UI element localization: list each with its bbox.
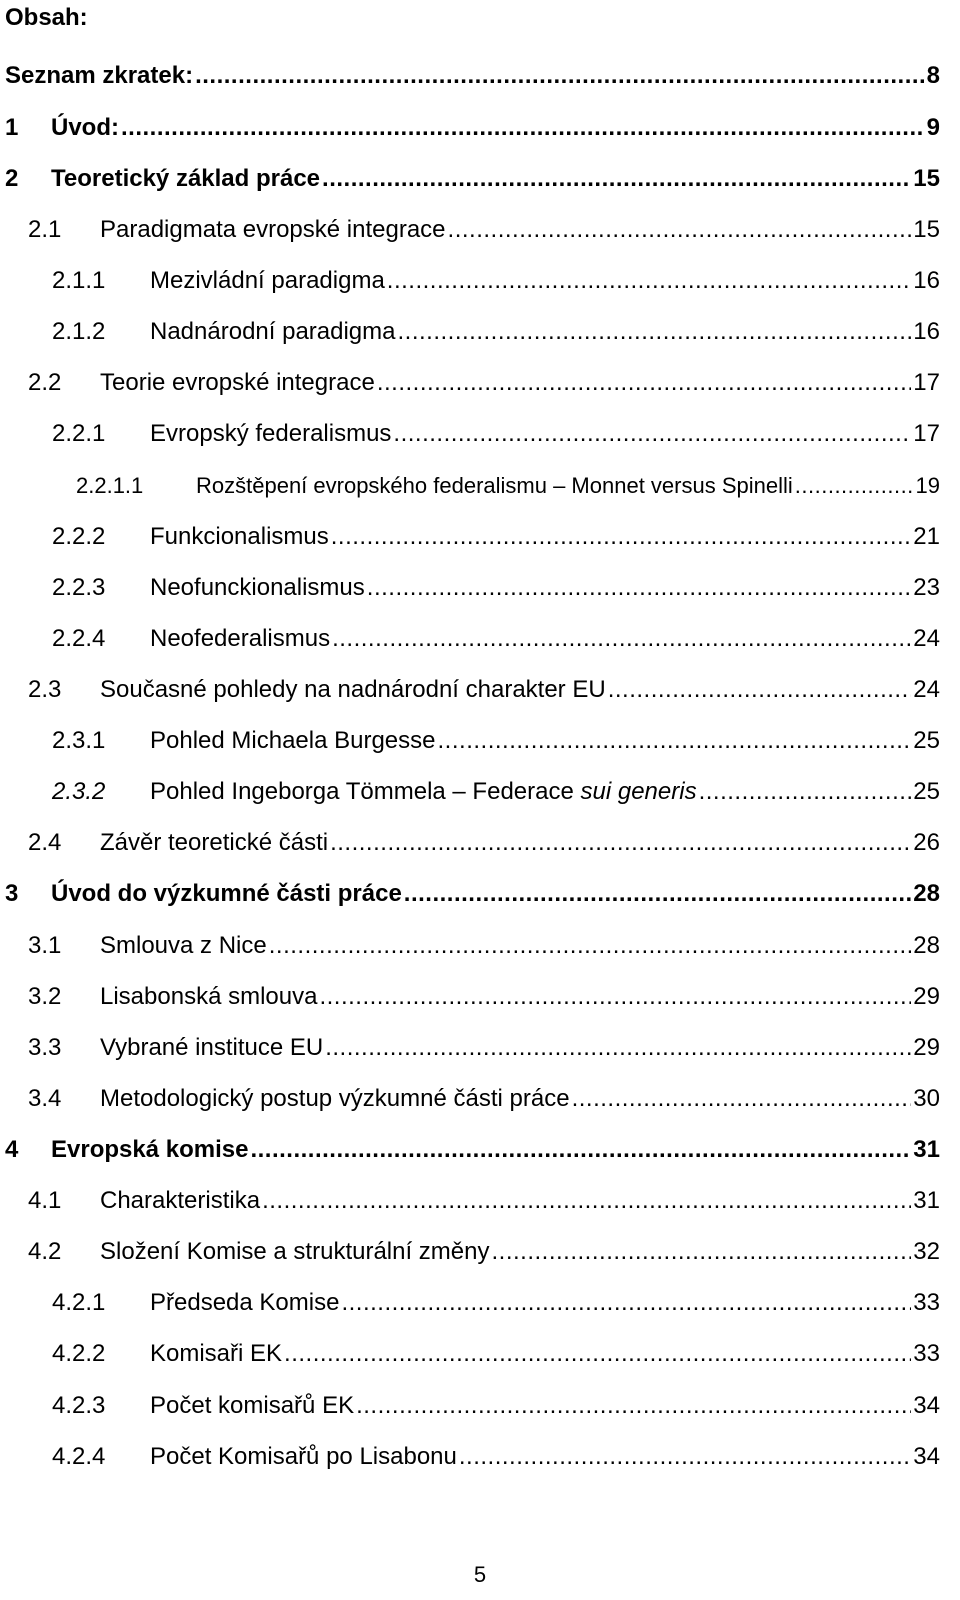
dot-leader	[387, 265, 912, 297]
dot-leader	[250, 1134, 911, 1166]
toc-entry-number: 2.3.2	[52, 778, 106, 805]
toc-entry-number: 2.2.2	[52, 523, 106, 550]
toc-entry-page: 31	[913, 1136, 940, 1163]
dot-leader	[356, 1390, 911, 1422]
toc-entry-title: Teorie evropské integrace	[100, 369, 375, 396]
toc-entry-page: 28	[913, 880, 940, 907]
dot-leader	[377, 367, 911, 399]
dot-leader	[438, 725, 912, 757]
dot-leader	[121, 112, 925, 144]
toc-entry-zaver[interactable]	[28, 827, 940, 859]
dot-leader	[404, 878, 912, 910]
dot-leader	[398, 316, 912, 348]
dot-leader	[330, 827, 911, 859]
dot-leader	[319, 981, 911, 1013]
toc-entry-smlouva-nice[interactable]	[28, 930, 940, 962]
toc-entry-number: 4.2.2	[52, 1340, 106, 1367]
dot-leader	[492, 1236, 912, 1268]
toc-entry-page: 21	[913, 523, 940, 550]
toc-entry-title: Evropská komise	[51, 1136, 249, 1163]
toc-entry-page: 29	[913, 1034, 940, 1061]
toc-entry-number: 2.2	[28, 369, 62, 396]
toc-entry-number: 4.2.1	[52, 1289, 106, 1316]
toc-entry-title: Nadnárodní paradigma	[150, 318, 396, 345]
toc-entry-number: 2.1	[28, 216, 62, 243]
toc-entry-page: 25	[913, 778, 940, 805]
toc-entry-neofederalismus[interactable]	[52, 623, 940, 655]
toc-entry-title: Teoretický základ práce	[51, 165, 321, 192]
toc-entry-mezivladni[interactable]	[52, 265, 940, 297]
toc-entry-lisabonska[interactable]	[28, 981, 940, 1013]
toc-entry-page: 29	[913, 983, 940, 1010]
toc-entry-title: Složení Komise a strukturální změny	[100, 1238, 490, 1265]
toc-entry-number: 3.4	[28, 1085, 62, 1112]
toc-entry-number: 4.1	[28, 1187, 62, 1214]
dot-leader	[393, 418, 911, 450]
toc-entry-page: 19	[915, 473, 940, 498]
dot-leader	[332, 623, 911, 655]
toc-entry-komisari-ek[interactable]	[52, 1338, 940, 1370]
toc-entry-title: Lisabonská smlouva	[100, 983, 318, 1010]
toc-entry-page: 32	[913, 1238, 940, 1265]
toc-entry-page: 30	[913, 1085, 940, 1112]
toc-entry-page: 34	[913, 1443, 940, 1470]
toc-entry-title: Současné pohledy na nadnárodní charakter EU	[100, 676, 606, 703]
toc-entry-title: Smlouva z Nice	[100, 932, 267, 959]
toc-entry-number: 2.2.4	[52, 625, 106, 652]
toc-entry-title-regular: Pohled Ingeborga Tömmela – Federace	[150, 778, 581, 805]
toc-entry-pocet-komisaru[interactable]	[52, 1390, 940, 1422]
toc-entry-soucasne-pohledy[interactable]	[28, 674, 940, 706]
toc-entry-title: Rozštěpení evropského federalismu – Monnet versus Spinelli	[196, 473, 793, 498]
toc-entry-tommel[interactable]	[52, 776, 940, 808]
toc-entry-page: 16	[913, 267, 940, 294]
toc-entry-evropska-komise[interactable]	[5, 1134, 940, 1166]
dot-leader	[459, 1441, 911, 1473]
toc-entry-nadnarodni[interactable]	[52, 316, 940, 348]
toc-entry-page: 17	[913, 369, 940, 396]
toc-entry-number: 3.1	[28, 932, 62, 959]
toc-entry-number: 4.2.3	[52, 1392, 106, 1419]
toc-entry-page: 33	[913, 1340, 940, 1367]
toc-entry-seznam-zkratek[interactable]	[5, 60, 940, 92]
toc-entry-rozstepeni[interactable]	[76, 470, 940, 502]
toc-entry-number: 2.3.1	[52, 727, 106, 754]
dot-leader	[795, 470, 914, 502]
dot-leader	[331, 521, 912, 553]
toc-entry-pocet-po-lisabonu[interactable]	[52, 1441, 940, 1473]
toc-entry-page: 15	[913, 165, 940, 192]
toc-entry-number: 2.2.1	[52, 420, 106, 447]
dot-leader	[325, 1032, 911, 1064]
toc-entry-metodologicky-postup[interactable]	[28, 1083, 940, 1115]
toc-entry-page: 24	[913, 676, 940, 703]
toc-entry-title: Komisaři EK	[150, 1340, 283, 1367]
toc-entry-teoreticky-zaklad[interactable]	[5, 163, 940, 195]
dot-leader	[608, 674, 912, 706]
toc-entry-page: 25	[913, 727, 940, 754]
toc-entry-page: 31	[913, 1187, 940, 1214]
toc-entry-teorie[interactable]	[28, 367, 940, 399]
toc-entry-number: 3	[5, 880, 19, 907]
toc-entry-title: Počet Komisařů po Lisabonu	[150, 1443, 457, 1470]
toc-entry-title: Evropský federalismus	[150, 420, 392, 447]
toc-entry-page: 24	[913, 625, 940, 652]
toc-entry-number: 4.2	[28, 1238, 62, 1265]
toc-entry-title: Neofunckionalismus	[150, 574, 365, 601]
toc-entry-number: 1	[5, 114, 19, 141]
toc-entry-title: Paradigmata evropské integrace	[100, 216, 446, 243]
toc-entry-slozeni-komise[interactable]	[28, 1236, 940, 1268]
toc-entry-uvod[interactable]	[5, 112, 940, 144]
toc-entry-page: 33	[913, 1289, 940, 1316]
toc-entry-charakteristika[interactable]	[28, 1185, 940, 1217]
toc-entry-paradigmata[interactable]	[28, 214, 940, 246]
toc-entry-page: 28	[913, 932, 940, 959]
toc-entry-number: 2.2.1.1	[76, 473, 144, 498]
toc-entry-title: Neofederalismus	[150, 625, 331, 652]
dot-leader	[262, 1185, 911, 1217]
toc-entry-number: 2.2.3	[52, 574, 106, 601]
toc-entry-number: 2	[5, 165, 19, 192]
toc-entry-neofunkcionalismus[interactable]	[52, 572, 940, 604]
dot-leader	[269, 930, 912, 962]
toc-entry-title: Metodologický postup výzkumné části práce	[100, 1085, 570, 1112]
toc-entry-number: 2.3	[28, 676, 62, 703]
toc-entry-title: Charakteristika	[100, 1187, 261, 1214]
toc-entry-title	[150, 776, 697, 808]
toc-entry-uvod-vyzkumne[interactable]	[5, 878, 940, 910]
toc-entry-page: 8	[926, 62, 940, 89]
toc-entry-title: Závěr teoretické části	[100, 829, 329, 856]
toc-entry-number: 2.4	[28, 829, 62, 856]
dot-leader	[699, 776, 912, 808]
toc-entry-page: 15	[913, 216, 940, 243]
toc-entry-burgess[interactable]	[52, 725, 940, 757]
dot-leader	[572, 1083, 912, 1115]
toc-entry-number: 4.2.4	[52, 1443, 106, 1470]
dot-leader	[322, 163, 911, 195]
toc-entry-title: Funkcionalismus	[150, 523, 329, 550]
page-title: Obsah:	[5, 4, 88, 31]
toc-entry-title: Počet komisařů EK	[150, 1392, 355, 1419]
toc-entry-title: Úvod:	[51, 114, 119, 141]
toc-entry-page: 23	[913, 574, 940, 601]
toc-entry-page: 26	[913, 829, 940, 856]
toc-entry-page: 9	[926, 114, 940, 141]
dot-leader	[284, 1338, 911, 1370]
toc-entry-title: Vybrané instituce EU	[100, 1034, 324, 1061]
toc-entry-title: Mezivládní paradigma	[150, 267, 385, 294]
toc-entry-page: 17	[913, 420, 940, 447]
toc-entry-number: 3.2	[28, 983, 62, 1010]
toc-entry-title: Úvod do výzkumné části práce	[51, 880, 402, 907]
toc-entry-page: 34	[913, 1392, 940, 1419]
toc-entry-title: Předseda Komise	[150, 1289, 340, 1316]
toc-entry-predseda-komise[interactable]	[52, 1287, 940, 1319]
page-number: 5	[473, 1562, 487, 1587]
dot-leader	[367, 572, 912, 604]
toc-entry-evropsky-federalismus[interactable]	[52, 418, 940, 450]
toc-entry-vybrane-instituce[interactable]	[28, 1032, 940, 1064]
toc-entry-page: 16	[913, 318, 940, 345]
dot-leader	[195, 60, 925, 92]
toc-entry-title: Pohled Michaela Burgesse	[150, 727, 436, 754]
toc-entry-number: 2.1.2	[52, 318, 106, 345]
toc-entry-funkcionalismus[interactable]	[52, 521, 940, 553]
toc-entry-number: 4	[5, 1136, 19, 1163]
toc-entry-number: 3.3	[28, 1034, 62, 1061]
toc-entry-title-italic: sui generis	[580, 778, 697, 805]
toc-entry-number: 2.1.1	[52, 267, 106, 294]
toc-entry-title: Seznam zkratek:	[5, 62, 194, 89]
dot-leader	[448, 214, 912, 246]
dot-leader	[341, 1287, 911, 1319]
